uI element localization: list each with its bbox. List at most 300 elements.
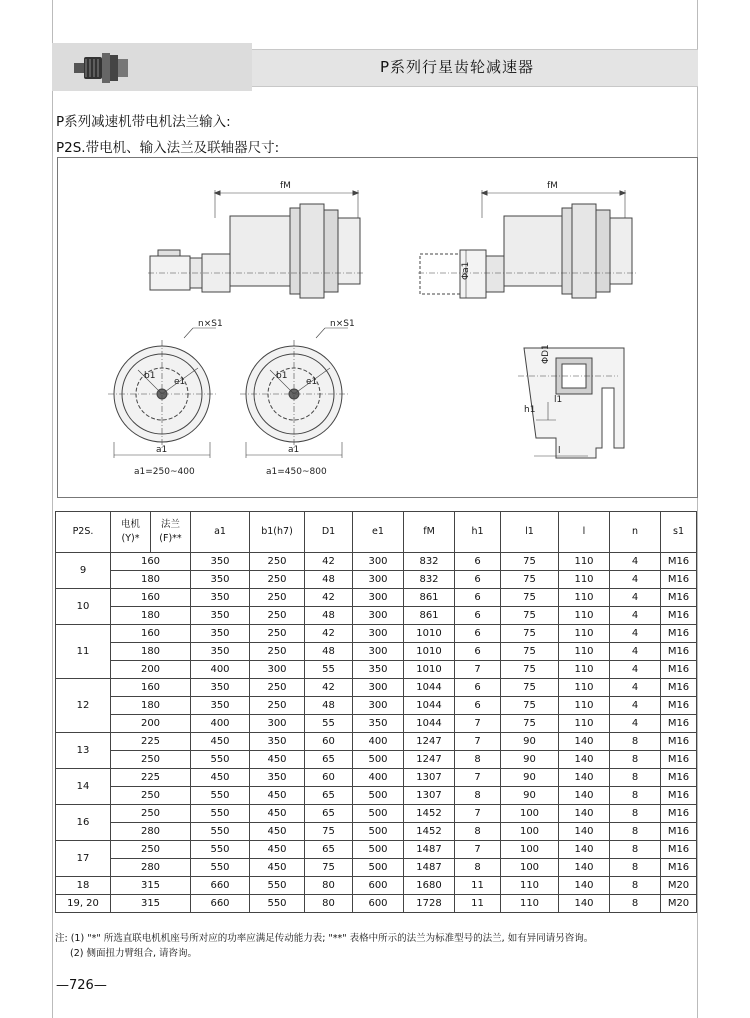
table-cell: 350 xyxy=(353,661,404,679)
table-cell: 450 xyxy=(250,805,305,823)
table-cell: 100 xyxy=(501,859,559,877)
table-cell: 7 xyxy=(455,769,501,787)
table-cell: M16 xyxy=(661,625,697,643)
table-cell: 300 xyxy=(353,697,404,715)
table-cell: M20 xyxy=(661,877,697,895)
table-cell: 140 xyxy=(559,859,610,877)
flange-view-b xyxy=(240,328,348,458)
table-cell: M16 xyxy=(661,679,697,697)
table-cell: 140 xyxy=(559,823,610,841)
table-cell: 75 xyxy=(501,715,559,733)
series-cell: 10 xyxy=(56,589,111,625)
table-cell: 300 xyxy=(353,589,404,607)
col-header-h1: h1 xyxy=(455,512,501,553)
table-cell: 315 xyxy=(111,877,191,895)
table-cell: 75 xyxy=(501,643,559,661)
table-cell: 832 xyxy=(404,553,455,571)
table-cell: 4 xyxy=(610,571,661,589)
right-side-elevation xyxy=(418,190,636,298)
label-b1-a: b1 xyxy=(144,371,156,381)
table-cell: 4 xyxy=(610,589,661,607)
gearbox-logo-icon xyxy=(72,47,132,87)
table-cell: M16 xyxy=(661,805,697,823)
col-header-s1: s1 xyxy=(661,512,697,553)
table-cell: 861 xyxy=(404,607,455,625)
table-cell: 280 xyxy=(111,859,191,877)
table-cell: 8 xyxy=(455,787,501,805)
table-cell: 55 xyxy=(305,715,353,733)
left-side-elevation xyxy=(148,190,363,298)
table-cell: 48 xyxy=(305,697,353,715)
table-cell: 250 xyxy=(250,679,305,697)
table-cell: 8 xyxy=(610,859,661,877)
table-cell: M16 xyxy=(661,661,697,679)
table-cell: 110 xyxy=(559,697,610,715)
label-range-b: a1=450~800 xyxy=(266,467,327,477)
dim-fm-right: fM xyxy=(547,181,558,191)
table-cell: 110 xyxy=(559,661,610,679)
table-cell: 350 xyxy=(191,607,250,625)
table-cell: 250 xyxy=(111,805,191,823)
table-cell: 300 xyxy=(353,643,404,661)
table-row xyxy=(56,571,697,589)
table-cell: 7 xyxy=(455,661,501,679)
table-cell: 100 xyxy=(501,823,559,841)
table-cell: 180 xyxy=(111,571,191,589)
col-header-flange-bottom: (F)** xyxy=(159,533,182,544)
table-cell: 1010 xyxy=(404,661,455,679)
table-cell: 200 xyxy=(111,715,191,733)
table-cell: 300 xyxy=(353,625,404,643)
table-cell: 48 xyxy=(305,607,353,625)
table-cell: 450 xyxy=(191,733,250,751)
table-cell: 500 xyxy=(353,823,404,841)
table-cell: 8 xyxy=(610,877,661,895)
table-cell: 6 xyxy=(455,589,501,607)
table-cell: 1010 xyxy=(404,625,455,643)
table-cell: 8 xyxy=(610,733,661,751)
table-cell: 110 xyxy=(559,553,610,571)
table-cell: 60 xyxy=(305,769,353,787)
series-cell: 18 xyxy=(56,877,111,895)
table-cell: 75 xyxy=(501,625,559,643)
table-cell: 90 xyxy=(501,733,559,751)
table-cell: 500 xyxy=(353,859,404,877)
table-cell: 1044 xyxy=(404,679,455,697)
footnote-1: 注: (1) "*" 所选直联电机机座号所对应的功率应满足传动能力表; "**" 表格中所示的法兰为标准型号的法兰, 如有异同请另咨询。 xyxy=(55,933,594,944)
table-cell: 4 xyxy=(610,607,661,625)
table-cell: 1247 xyxy=(404,751,455,769)
col-header-fm: fM xyxy=(404,512,455,553)
table-cell: 500 xyxy=(353,751,404,769)
label-e1-a: e1 xyxy=(174,377,186,387)
table-cell: 55 xyxy=(305,661,353,679)
flange-view-a xyxy=(108,328,216,458)
page-frame-right xyxy=(697,0,698,1018)
table-cell: 110 xyxy=(501,895,559,913)
table-cell: 8 xyxy=(455,751,501,769)
table-cell: 90 xyxy=(501,769,559,787)
table-cell: M20 xyxy=(661,895,697,913)
table-header-row xyxy=(56,512,697,553)
table-cell: 350 xyxy=(191,643,250,661)
label-l: l xyxy=(558,446,561,456)
table-cell: 550 xyxy=(191,823,250,841)
series-cell: 19, 20 xyxy=(56,895,111,913)
label-l1: l1 xyxy=(554,395,563,405)
table-cell: M16 xyxy=(661,841,697,859)
table-cell: M16 xyxy=(661,823,697,841)
table-cell: 140 xyxy=(559,787,610,805)
page-number: —726— xyxy=(56,978,107,993)
table-cell: 400 xyxy=(353,769,404,787)
series-cell: 13 xyxy=(56,733,111,769)
table-cell: 140 xyxy=(559,877,610,895)
table-row xyxy=(56,625,697,643)
table-cell: 1487 xyxy=(404,859,455,877)
table-cell: 8 xyxy=(455,823,501,841)
table-cell: 500 xyxy=(353,841,404,859)
label-b1-b: b1 xyxy=(276,371,288,381)
table-cell: 110 xyxy=(559,571,610,589)
table-cell: 90 xyxy=(501,751,559,769)
table-cell: 100 xyxy=(501,805,559,823)
label-a1-b: a1 xyxy=(288,445,300,455)
table-cell: 60 xyxy=(305,733,353,751)
table-cell: 8 xyxy=(455,859,501,877)
table-cell: 450 xyxy=(250,787,305,805)
col-header-motor-bottom: (Y)* xyxy=(121,533,140,544)
table-cell: 350 xyxy=(191,571,250,589)
table-cell: 300 xyxy=(250,715,305,733)
table-cell: 42 xyxy=(305,553,353,571)
series-cell: 9 xyxy=(56,553,111,589)
table-cell: M16 xyxy=(661,643,697,661)
table-cell: 6 xyxy=(455,571,501,589)
table-cell: 350 xyxy=(250,733,305,751)
table-cell: 300 xyxy=(353,571,404,589)
header-title: P系列行星齿轮减速器 xyxy=(380,58,535,76)
table-cell: 600 xyxy=(353,877,404,895)
subsection-heading: P2S.带电机、输入法兰及联轴器尺寸: xyxy=(56,140,280,156)
table-cell: 6 xyxy=(455,625,501,643)
coupling-section-detail xyxy=(518,348,624,458)
table-cell: 350 xyxy=(353,715,404,733)
table-cell: 65 xyxy=(305,805,353,823)
table-cell: 100 xyxy=(501,841,559,859)
table-cell: 75 xyxy=(305,859,353,877)
table-cell: 350 xyxy=(191,625,250,643)
table-cell: 140 xyxy=(559,805,610,823)
table-cell: 4 xyxy=(610,643,661,661)
col-header-n: n xyxy=(610,512,661,553)
table-cell: 48 xyxy=(305,571,353,589)
table-row xyxy=(56,877,697,895)
table-cell: 8 xyxy=(610,805,661,823)
table-cell: 110 xyxy=(559,607,610,625)
table-cell: 450 xyxy=(250,859,305,877)
table-row xyxy=(56,751,697,769)
col-header-a1: a1 xyxy=(191,512,250,553)
col-header-flange-top: 法兰 xyxy=(160,519,180,530)
table-row xyxy=(56,661,697,679)
table-cell: 350 xyxy=(191,589,250,607)
table-cell: 8 xyxy=(610,787,661,805)
table-cell: 200 xyxy=(111,661,191,679)
table-cell: 65 xyxy=(305,841,353,859)
table-row xyxy=(56,715,697,733)
table-row xyxy=(56,607,697,625)
label-phi-a1: Φa1 xyxy=(461,261,471,280)
table-cell: 300 xyxy=(353,607,404,625)
table-cell: M16 xyxy=(661,859,697,877)
table-cell: 75 xyxy=(501,661,559,679)
table-cell: M16 xyxy=(661,553,697,571)
table-cell: M16 xyxy=(661,697,697,715)
col-header-b1: b1(h7) xyxy=(250,512,305,553)
table-row xyxy=(56,805,697,823)
table-cell: 250 xyxy=(250,607,305,625)
table-cell: 65 xyxy=(305,787,353,805)
table-cell: 65 xyxy=(305,751,353,769)
table-cell: 75 xyxy=(305,823,353,841)
series-cell: 12 xyxy=(56,679,111,733)
table-cell: 4 xyxy=(610,715,661,733)
dim-fm-left: fM xyxy=(280,181,291,191)
table-cell: 8 xyxy=(610,769,661,787)
table-cell: 110 xyxy=(559,679,610,697)
table-cell: 400 xyxy=(191,715,250,733)
table-row xyxy=(56,823,697,841)
table-cell: 80 xyxy=(305,877,353,895)
technical-drawing xyxy=(57,157,698,498)
table-cell: 550 xyxy=(250,877,305,895)
table-cell: 110 xyxy=(559,715,610,733)
table-cell: 250 xyxy=(250,571,305,589)
table-cell: 400 xyxy=(191,661,250,679)
table-cell: 8 xyxy=(610,895,661,913)
table-cell: 250 xyxy=(250,643,305,661)
table-cell: 8 xyxy=(610,823,661,841)
table-cell: 140 xyxy=(559,769,610,787)
dimension-table xyxy=(55,511,697,913)
table-cell: M16 xyxy=(661,733,697,751)
table-cell: 42 xyxy=(305,589,353,607)
table-cell: 4 xyxy=(610,661,661,679)
table-cell: 75 xyxy=(501,697,559,715)
table-cell: 75 xyxy=(501,589,559,607)
table-cell: 42 xyxy=(305,625,353,643)
table-cell: 160 xyxy=(111,625,191,643)
table-cell: 110 xyxy=(559,643,610,661)
table-cell: M16 xyxy=(661,715,697,733)
table-cell: 160 xyxy=(111,679,191,697)
header-band xyxy=(52,43,698,91)
table-cell: 250 xyxy=(111,787,191,805)
table-cell: M16 xyxy=(661,769,697,787)
table-cell: 550 xyxy=(191,787,250,805)
table-cell: 250 xyxy=(250,589,305,607)
table-cell: 250 xyxy=(250,697,305,715)
table-cell: 6 xyxy=(455,679,501,697)
table-cell: 225 xyxy=(111,769,191,787)
label-a1-a: a1 xyxy=(156,445,168,455)
col-header-l: l xyxy=(559,512,610,553)
table-cell: 1307 xyxy=(404,787,455,805)
table-cell: 110 xyxy=(559,625,610,643)
col-header-e1: e1 xyxy=(353,512,404,553)
col-header-motor-top: 电机 xyxy=(120,519,140,530)
table-cell: 1010 xyxy=(404,643,455,661)
table-cell: 7 xyxy=(455,715,501,733)
table-cell: M16 xyxy=(661,607,697,625)
table-cell: 1452 xyxy=(404,823,455,841)
table-row xyxy=(56,553,697,571)
table-cell: 4 xyxy=(610,679,661,697)
table-cell: 350 xyxy=(191,553,250,571)
table-row xyxy=(56,589,697,607)
table-cell: 861 xyxy=(404,589,455,607)
table-body xyxy=(56,553,697,913)
table-cell: 1680 xyxy=(404,877,455,895)
table-cell: 450 xyxy=(250,823,305,841)
table-cell: 75 xyxy=(501,553,559,571)
table-cell: 110 xyxy=(559,589,610,607)
table-row xyxy=(56,679,697,697)
table-cell: 450 xyxy=(250,751,305,769)
table-cell: 180 xyxy=(111,697,191,715)
table-cell: 1307 xyxy=(404,769,455,787)
table-cell: 225 xyxy=(111,733,191,751)
table-cell: 600 xyxy=(353,895,404,913)
table-cell: 4 xyxy=(610,625,661,643)
table-cell: 110 xyxy=(501,877,559,895)
table-cell: 1452 xyxy=(404,805,455,823)
table-cell: 550 xyxy=(250,895,305,913)
series-cell: 14 xyxy=(56,769,111,805)
table-cell: 8 xyxy=(610,751,661,769)
table-cell: 48 xyxy=(305,643,353,661)
table-cell: 90 xyxy=(501,787,559,805)
table-cell: 75 xyxy=(501,571,559,589)
table-cell: 315 xyxy=(111,895,191,913)
table-cell: M16 xyxy=(661,589,697,607)
table-cell: 350 xyxy=(250,769,305,787)
table-row xyxy=(56,733,697,751)
table-cell: 350 xyxy=(191,697,250,715)
label-nxs-a: n×S1 xyxy=(198,319,223,329)
table-cell: 250 xyxy=(111,751,191,769)
table-cell: M16 xyxy=(661,751,697,769)
table-row xyxy=(56,841,697,859)
table-cell: 140 xyxy=(559,751,610,769)
table-cell: 1728 xyxy=(404,895,455,913)
table-cell: 450 xyxy=(191,769,250,787)
table-cell: 180 xyxy=(111,643,191,661)
table-cell: 160 xyxy=(111,589,191,607)
table-cell: 140 xyxy=(559,895,610,913)
table-cell: M16 xyxy=(661,571,697,589)
table-cell: 180 xyxy=(111,607,191,625)
table-cell: 6 xyxy=(455,553,501,571)
table-cell: 7 xyxy=(455,733,501,751)
table-cell: 550 xyxy=(191,751,250,769)
table-row xyxy=(56,895,697,913)
table-cell: 300 xyxy=(353,553,404,571)
table-cell: 250 xyxy=(250,553,305,571)
table-cell: 280 xyxy=(111,823,191,841)
label-h1: h1 xyxy=(524,405,536,415)
table-row xyxy=(56,697,697,715)
table-cell: 80 xyxy=(305,895,353,913)
table-row xyxy=(56,769,697,787)
table-cell: 450 xyxy=(250,841,305,859)
table-cell: 75 xyxy=(501,679,559,697)
table-cell: 1044 xyxy=(404,715,455,733)
table-cell: 140 xyxy=(559,841,610,859)
table-cell: 300 xyxy=(250,661,305,679)
table-cell: 1247 xyxy=(404,733,455,751)
table-cell: 75 xyxy=(501,607,559,625)
table-row xyxy=(56,859,697,877)
table-cell: 1487 xyxy=(404,841,455,859)
table-cell: 140 xyxy=(559,733,610,751)
series-cell: 11 xyxy=(56,625,111,679)
col-header-p2s: P2S. xyxy=(56,512,111,553)
table-cell: 4 xyxy=(610,697,661,715)
table-cell: 300 xyxy=(353,679,404,697)
table-cell: 250 xyxy=(250,625,305,643)
col-header-flange xyxy=(151,512,191,553)
table-cell: 42 xyxy=(305,679,353,697)
table-cell: 550 xyxy=(191,805,250,823)
table-cell: 11 xyxy=(455,895,501,913)
table-cell: 1044 xyxy=(404,697,455,715)
table-cell: M16 xyxy=(661,787,697,805)
table-cell: 660 xyxy=(191,877,250,895)
table-cell: 160 xyxy=(111,553,191,571)
table-cell: 4 xyxy=(610,553,661,571)
table-cell: 11 xyxy=(455,877,501,895)
table-cell: 660 xyxy=(191,895,250,913)
label-range-a: a1=250~400 xyxy=(134,467,195,477)
table-cell: 8 xyxy=(610,841,661,859)
page-frame-left xyxy=(52,0,53,1018)
table-cell: 7 xyxy=(455,841,501,859)
table-cell: 6 xyxy=(455,697,501,715)
table-cell: 250 xyxy=(111,841,191,859)
label-nxs-b: n×S1 xyxy=(330,319,355,329)
series-cell: 17 xyxy=(56,841,111,877)
label-e1-b: e1 xyxy=(306,377,318,387)
table-cell: 400 xyxy=(353,733,404,751)
table-cell: 832 xyxy=(404,571,455,589)
table-cell: 7 xyxy=(455,805,501,823)
label-phi-d1: ΦD1 xyxy=(541,344,551,364)
section-heading: P系列减速机带电机法兰输入: xyxy=(56,114,231,130)
table-cell: 550 xyxy=(191,859,250,877)
table-cell: 500 xyxy=(353,787,404,805)
col-header-l1: l1 xyxy=(501,512,559,553)
table-row xyxy=(56,643,697,661)
table-row xyxy=(56,787,697,805)
table-cell: 6 xyxy=(455,643,501,661)
table-cell: 550 xyxy=(191,841,250,859)
col-header-motor xyxy=(111,512,151,553)
col-header-d1: D1 xyxy=(305,512,353,553)
table-cell: 350 xyxy=(191,679,250,697)
series-cell: 16 xyxy=(56,805,111,841)
